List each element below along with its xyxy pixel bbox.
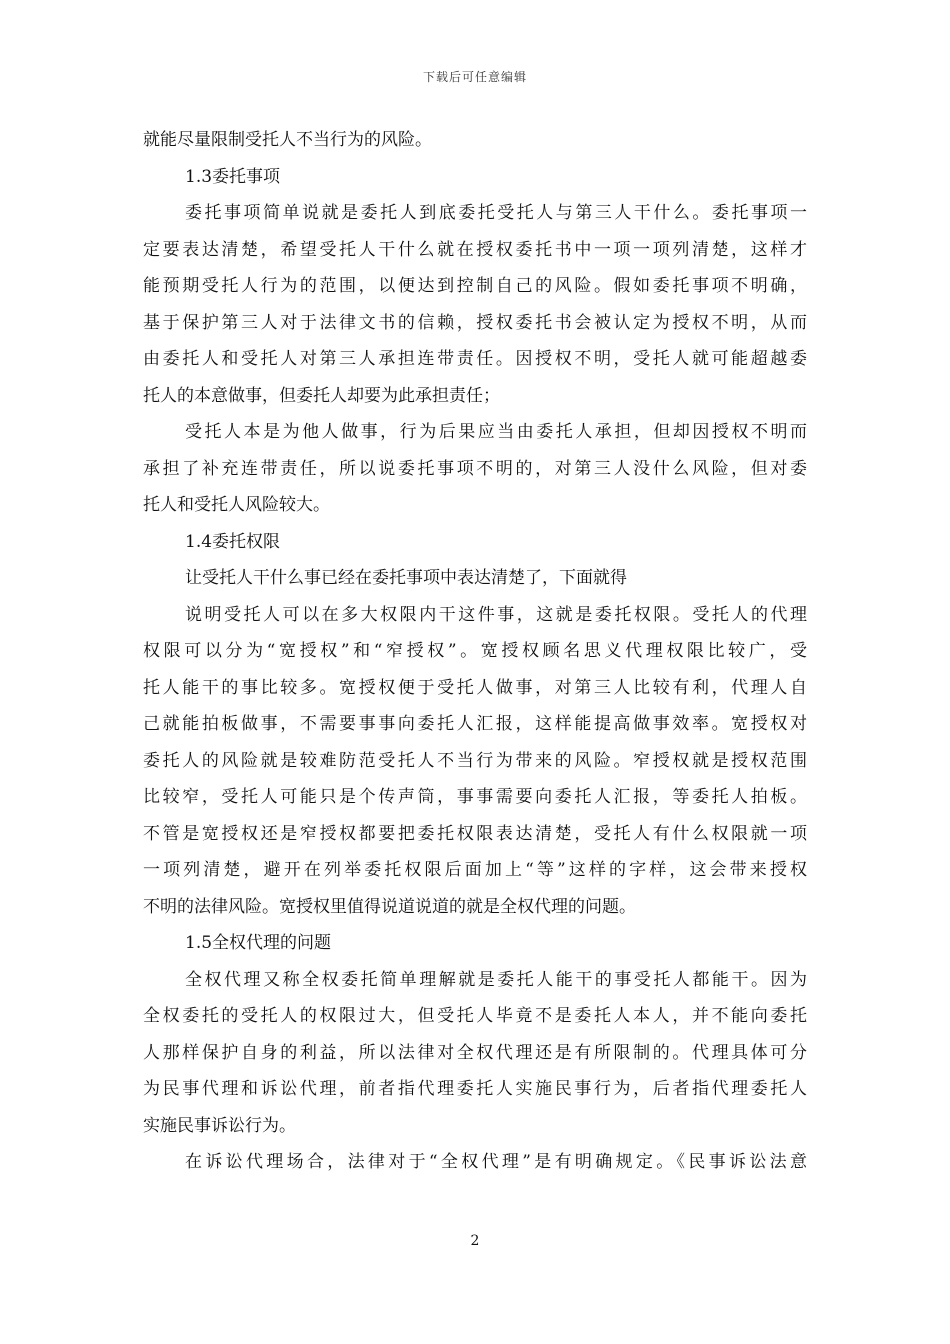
text-line: 委托人的风险就是较难防范受托人不当行为带来的风险。窄授权就是授权范围: [143, 750, 807, 771]
text-line: 定要表达清楚，希望受托人干什么就在授权委托书中一项一项列清楚，这样才: [143, 239, 807, 260]
text-line: 权限可以分为“宽授权”和“窄授权”。宽授权顾名思义代理权限比较广，受: [143, 641, 807, 661]
text-line: 说明受托人可以在多大权限内干这件事，这就是委托权限。受托人的代理: [185, 604, 807, 625]
page-number: 2: [470, 1233, 480, 1249]
text-line: 1.5全权代理的问题: [185, 933, 332, 953]
text-line: 人那样保护自身的利益，所以法律对全权代理还是有所限制的。代理具体可分: [143, 1042, 807, 1063]
page-header-note: 下载后可任意编辑: [422, 70, 527, 84]
text-line: 全权代理又称全权委托简单理解就是委托人能干的事受托人都能干。因为: [185, 969, 807, 990]
text-line: 能预期受托人行为的范围，以便达到控制自己的风险。假如委托事项不明确，: [143, 276, 807, 296]
text-line: 由委托人和受托人对第三人承担连带责任。因授权不明，受托人就可能超越委: [143, 349, 807, 369]
text-line: 托人能干的事比较多。宽授权便于受托人做事，对第三人比较有利，代理人自: [143, 677, 807, 698]
text-line: 1.3委托事项: [185, 166, 281, 187]
text-line: 实施民事诉讼行为。: [143, 1115, 296, 1136]
text-line: 不管是宽授权还是窄授权都要把委托权限表达清楚，受托人有什么权限就一项: [143, 823, 807, 844]
text-line: 就能尽量限制受托人不当行为的风险。: [143, 130, 432, 150]
text-line: 托人和受托人风险较大。: [143, 495, 330, 515]
text-line: 己就能拍板做事，不需要事事向委托人汇报，这样能提高做事效率。宽授权对: [143, 714, 807, 734]
text-line: 委托事项简单说就是委托人到底委托受托人与第三人干什么。委托事项一: [185, 203, 807, 223]
text-line: 让受托人干什么事已经在委托事项中表达清楚了，下面就得: [185, 568, 627, 588]
text-line: 比较窄，受托人可能只是个传声筒，事事需要向委托人汇报，等委托人拍板。: [143, 787, 807, 807]
text-line: 托人的本意做事，但委托人却要为此承担责任；: [143, 385, 500, 406]
text-line: 基于保护第三人对于法律文书的信赖，授权委托书会被认定为授权不明，从而: [143, 312, 807, 333]
text-line: 受托人本是为他人做事，行为后果应当由委托人承担，但却因授权不明而: [185, 422, 807, 442]
text-line: 全权委托的受托人的权限过大，但受托人毕竟不是委托人本人，并不能向委托: [143, 1006, 807, 1026]
text-line: 在诉讼代理场合，法律对于“全权代理”是有明确规定。《民事诉讼法意: [185, 1152, 807, 1172]
text-line: 不明的法律风险。宽授权里值得说道说道的就是全权代理的问题。: [143, 896, 636, 917]
document-body: [143, 122, 807, 1181]
text-line: 为民事代理和诉讼代理，前者指代理委托人实施民事行为，后者指代理委托人: [143, 1079, 807, 1099]
text-line: 1.4委托权限: [185, 531, 281, 552]
text-line: 一项列清楚，避开在列举委托权限后面加上“等”这样的字样，这会带来授权: [143, 860, 807, 880]
text-line: 承担了补充连带责任，所以说委托事项不明的，对第三人没什么风险，但对委: [143, 458, 807, 479]
